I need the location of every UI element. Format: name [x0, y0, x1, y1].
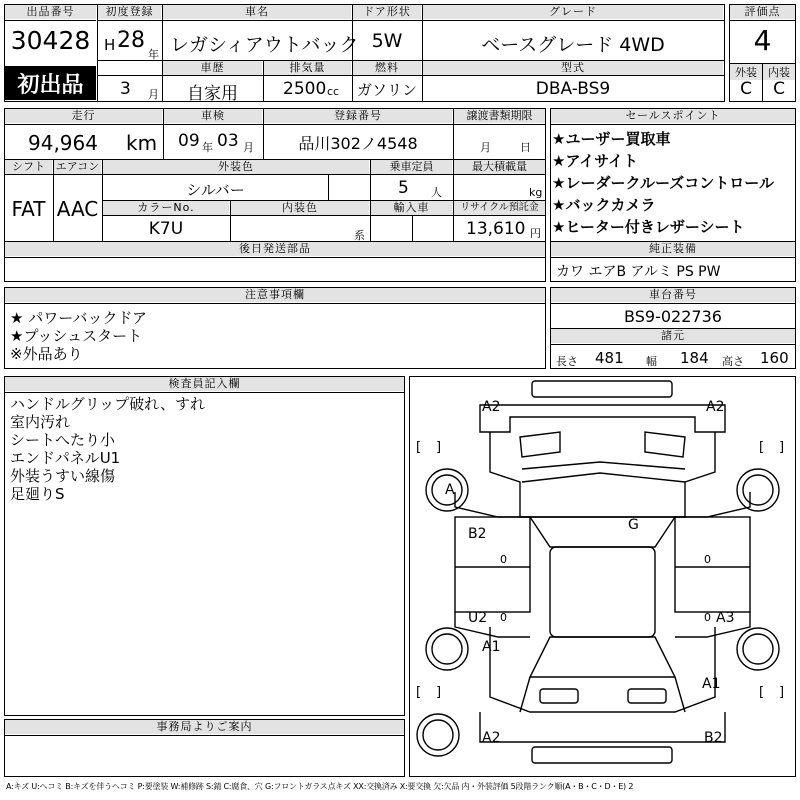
damage-mark: B2: [704, 730, 723, 746]
inspection-year: 09: [178, 131, 200, 151]
legend-text: A:キズ U:ヘコミ B:キズを伴うヘコミ P:要塗装 W:補修跡 S:錆 C:腐食、穴 G:フロントガラス点キズ XX:交換済み X:要交換 欠:欠品 内・外装評価 5段階ランク順(A・B・C・D・E) 2: [6, 782, 634, 791]
mileage-unit: km: [126, 131, 158, 155]
exterior-grade: C: [740, 79, 752, 99]
damage-mark: A2: [482, 730, 501, 746]
car-name-label: 車名: [163, 5, 351, 19]
width-label: 幅: [646, 355, 657, 368]
caution-note: ★ パワーバックドア: [10, 309, 148, 327]
svg-text:]: ]: [779, 440, 785, 455]
dimensions-label: 諸元: [551, 329, 795, 343]
transfer-label: 譲渡書類期限: [454, 109, 545, 123]
history-label: 車歴: [163, 61, 262, 75]
svg-text:]: ]: [436, 685, 442, 700]
first-reg-month: 3: [120, 79, 131, 99]
ext-color-value: シルバー: [186, 181, 245, 199]
inspector-note: 室内汚れ: [10, 413, 71, 431]
door-type-label: ドア形状: [353, 5, 421, 19]
lot-number: 30428: [10, 26, 91, 55]
max-load-label: 最大積載量: [454, 160, 545, 174]
first-reg-month-unit: 月: [148, 88, 159, 101]
damage-mark: A3: [716, 610, 735, 626]
door-type: 5W: [371, 30, 403, 52]
capacity-unit: 人: [431, 186, 442, 199]
import-label: 輸入車: [371, 201, 452, 215]
inspection-year-unit: 年: [202, 141, 213, 154]
first-reg-year: 28: [117, 28, 145, 53]
shift-label: シフト: [5, 160, 52, 174]
chassis-label: 車台番号: [551, 288, 795, 302]
model-code-label: 型式: [423, 61, 723, 75]
svg-text:]: ]: [779, 685, 785, 700]
svg-text:0: 0: [500, 611, 507, 624]
mileage-value: 94,964: [28, 131, 98, 155]
displacement-value: 2500: [283, 79, 327, 99]
later-parts-label: 後日発送部品: [5, 242, 545, 256]
chassis-no: BS9-022736: [624, 307, 722, 326]
transfer-day-unit: 日: [520, 141, 531, 154]
sales-point: ★アイサイト: [552, 152, 639, 170]
displacement-unit: cc: [327, 85, 340, 98]
aircon-value: AAC: [56, 197, 99, 221]
first-listing-text: 初出品: [17, 73, 84, 98]
svg-text:0: 0: [704, 553, 711, 566]
first-reg-era: H: [104, 36, 116, 54]
inspection-label: 車検: [164, 109, 262, 123]
length-value: 481: [595, 349, 624, 367]
damage-mark: A2: [482, 399, 501, 415]
model-code: DBA-BS9: [535, 79, 611, 99]
car-diagram: [410, 377, 795, 776]
lot-no-label: 出品番号: [5, 5, 96, 19]
caution-list: [10, 309, 147, 363]
color-no-label: カラーNo.: [103, 201, 229, 215]
inspector-notes: [10, 395, 205, 503]
int-color-label: 内装色: [231, 201, 369, 215]
damage-mark: A1: [702, 676, 721, 692]
inspector-label: 検査員記入欄: [5, 377, 404, 391]
svg-text:[: [: [416, 440, 422, 455]
sales-points-list: [552, 128, 795, 238]
displacement-label: 排気量: [264, 61, 351, 75]
fuel-label: 燃料: [353, 61, 421, 75]
genuine-equip-label: 純正装備: [551, 242, 795, 256]
history-value: 自家用: [187, 84, 238, 104]
damage-mark: B2: [468, 526, 487, 542]
recycle-label: リサイクル預託金: [454, 201, 545, 215]
interior-grade: C: [773, 79, 785, 99]
grade-label: グレード: [423, 5, 723, 19]
mileage-label: 走行: [5, 109, 162, 123]
sales-point: ★ユーザー買取車: [552, 130, 671, 148]
recycle-unit: 円: [530, 227, 541, 240]
score-value: 4: [753, 24, 772, 57]
inspection-month-unit: 月: [243, 141, 254, 154]
load-unit: kg: [529, 186, 543, 199]
reg-no-value: 品川302ノ4548: [298, 134, 418, 153]
transfer-month-unit: 月: [480, 141, 491, 154]
svg-text:0: 0: [500, 553, 507, 566]
sales-point: ★レーダークルーズコントロール: [552, 174, 774, 192]
svg-text:[: [: [759, 685, 765, 700]
sales-points-label: セールスポイント: [551, 109, 795, 123]
interior-label: 内装: [763, 64, 795, 80]
capacity-label: 乗車定員: [371, 160, 452, 174]
fuel-value: ガソリン: [356, 81, 417, 99]
color-no-value: K7U: [148, 219, 184, 239]
caution-label: 注意事項欄: [5, 288, 545, 302]
first-reg-year-unit: 年: [148, 48, 159, 61]
exterior-label: 外装: [730, 64, 762, 80]
grade-value: ベースグレード 4WD: [481, 34, 665, 56]
width-value: 184: [680, 349, 709, 367]
reg-no-label: 登録番号: [264, 109, 452, 123]
inspector-note: ハンドルグリップ破れ、すれ: [10, 395, 206, 413]
sales-point: ★バックカメラ: [552, 196, 656, 214]
caution-note: ※外品あり: [10, 345, 83, 363]
height-value: 160: [760, 349, 789, 367]
score-label: 評価点: [730, 5, 795, 19]
ext-color-label: 外装色: [103, 160, 369, 174]
height-label: 高さ: [722, 355, 744, 368]
inspector-note: 外装うすい線傷: [10, 467, 116, 485]
damage-mark: A2: [706, 399, 725, 415]
genuine-equipment: カワ エアB アルミ PS PW: [556, 264, 721, 280]
inspector-note: シートへたり小: [10, 431, 116, 449]
car-name: レガシィアウトバック: [170, 34, 359, 56]
first-reg-label: 初度登録: [98, 5, 161, 19]
recycle-value: 13,610: [466, 219, 526, 239]
shift-value: FAT: [11, 197, 46, 221]
damage-mark: A: [445, 482, 455, 498]
inspector-note: 足廻りS: [10, 485, 65, 503]
svg-text:[: [: [416, 685, 422, 700]
office-label: 事務局よりご案内: [5, 720, 404, 734]
aircon-label: エアコン: [55, 160, 100, 173]
int-color-suffix: 系: [354, 229, 365, 242]
damage-mark: U2: [468, 610, 488, 626]
svg-text:[: [: [759, 440, 765, 455]
damage-mark: G: [628, 517, 639, 533]
caution-note: ★プッシュスタート: [10, 327, 143, 345]
damage-mark: A1: [482, 639, 501, 655]
svg-text:0: 0: [704, 611, 711, 624]
inspector-note: エンドパネルU1: [10, 449, 121, 467]
svg-text:]: ]: [436, 440, 442, 455]
capacity-value: 5: [398, 178, 409, 198]
sales-point: ★ヒーター付きレザーシート: [552, 218, 745, 236]
length-label: 長さ: [556, 355, 578, 368]
inspection-month: 03: [217, 131, 239, 151]
